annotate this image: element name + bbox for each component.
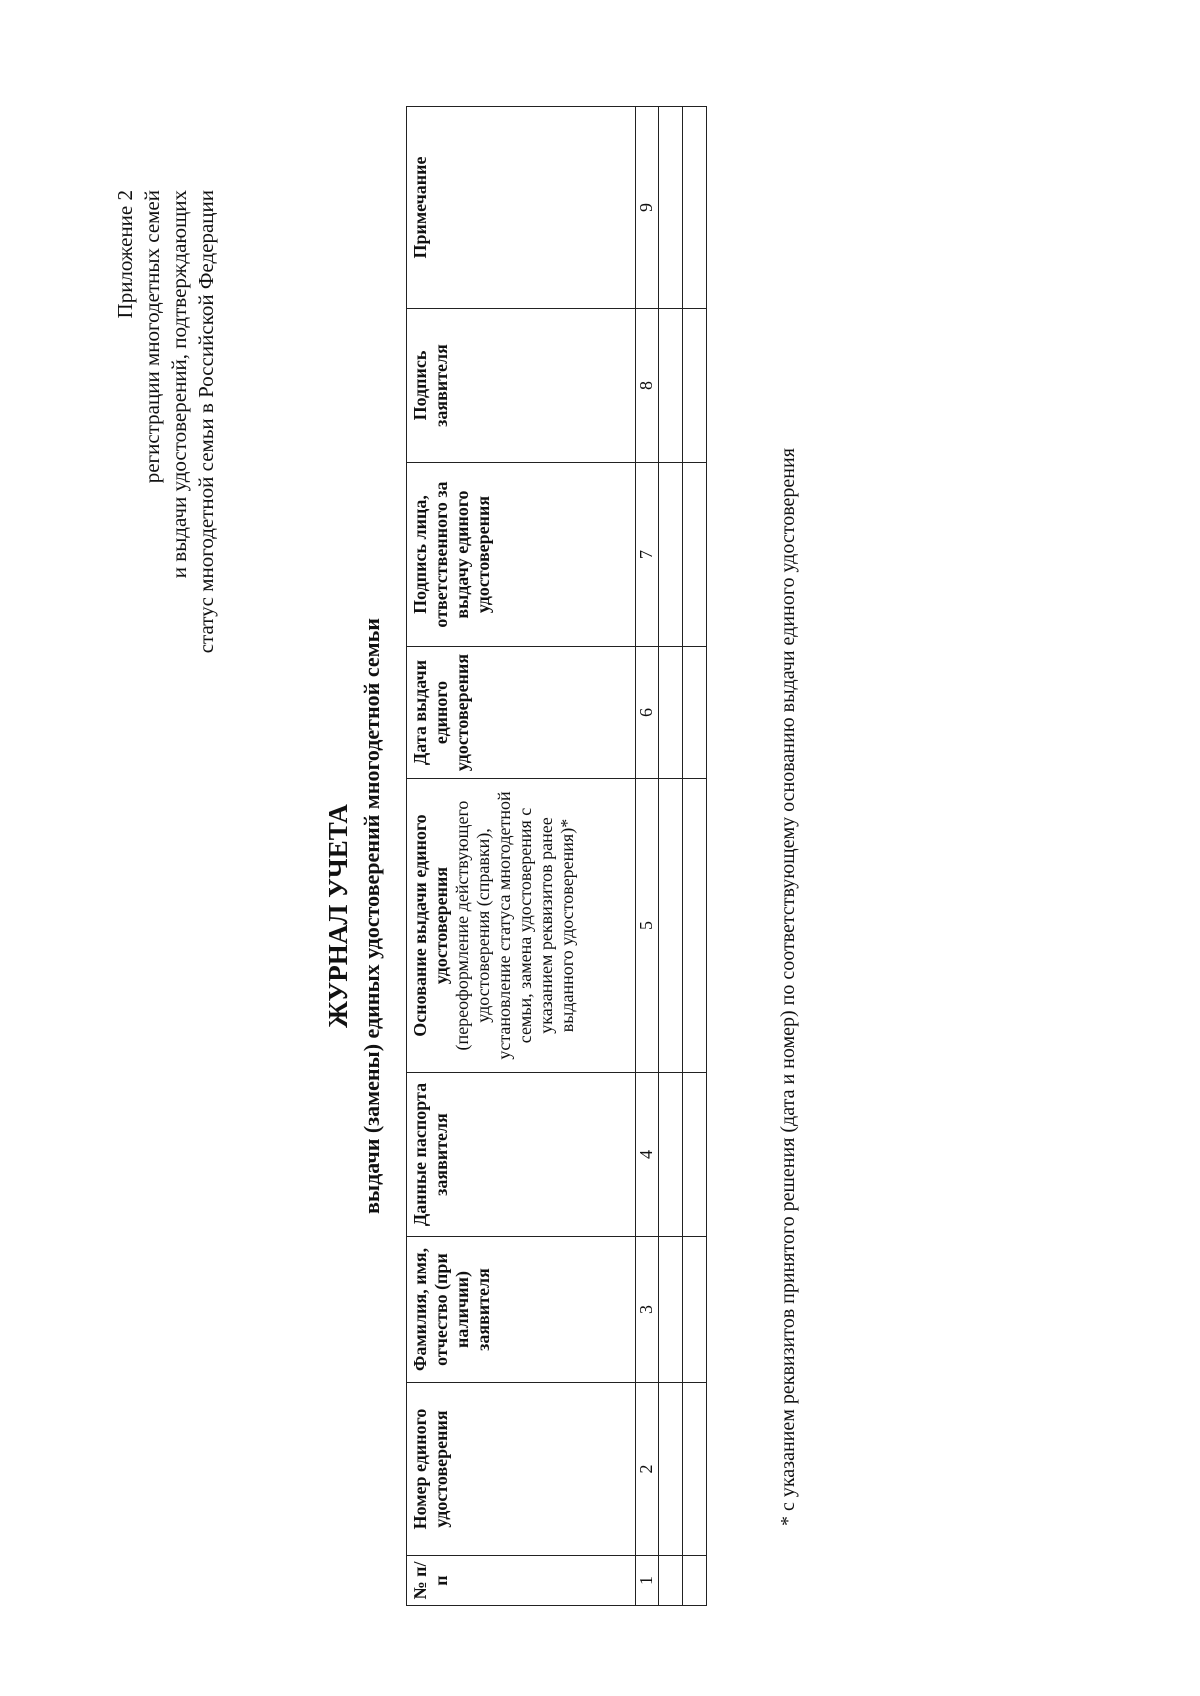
- header-cell-passport-data: Данные паспорта заявителя: [407, 1073, 636, 1237]
- column-number-cell: 5: [636, 779, 659, 1073]
- appendix-line-1: Приложение 2: [113, 190, 137, 319]
- empty-cell: [683, 309, 707, 463]
- empty-cell: [659, 1237, 683, 1383]
- empty-cell: [659, 309, 683, 463]
- appendix-block: [112, 190, 220, 1090]
- document-title: ЖУРНАЛ УЧЕТА: [323, 804, 353, 1028]
- empty-cell: [683, 647, 707, 779]
- issue-basis-title: Основание выдачи единого удостоверения: [410, 814, 451, 1037]
- header-cell-responsible-signature: Подпись лица, ответственного за выдачу единого удостоверения: [407, 463, 636, 647]
- header-cell-issue-basis: [407, 779, 636, 1073]
- empty-cell: [659, 1073, 683, 1237]
- header-cell-number: № п/п: [407, 1556, 636, 1606]
- document-subtitle: выдачи (замены) единых удостоверений многодетной семьи: [359, 618, 384, 1214]
- footnote: * с указанием реквизитов принятого решения (дата и номер) по соответствующему основанию выдачи единого удостоверения: [777, 448, 799, 1526]
- journal-table: [406, 106, 707, 1606]
- empty-cell: [659, 107, 683, 309]
- header-cell-certificate-number: Номер единого удостоверения: [407, 1383, 636, 1556]
- empty-cell: [683, 1237, 707, 1383]
- header-cell-applicant-signature: Подпись заявителя: [407, 309, 636, 463]
- column-number-cell: 8: [636, 309, 659, 463]
- header-cell-applicant-name: Фамилия, имя, отчество (при наличии) заявителя: [407, 1237, 636, 1383]
- appendix-line-2: регистрации многодетных семей: [140, 190, 164, 484]
- empty-cell: [659, 779, 683, 1073]
- empty-cell: [683, 779, 707, 1073]
- column-number-row: [636, 107, 659, 1606]
- empty-cell: [683, 463, 707, 647]
- header-cell-issue-date: Дата выдачи единого удостоверения: [407, 647, 636, 779]
- appendix-line-3: и выдачи удостоверений, подтверждающих: [167, 190, 191, 579]
- empty-cell: [659, 463, 683, 647]
- issue-basis-detail: (переоформление действующего удостоверения (справки), установление статуса многодетной семьи, замена удостоверения с указанием реквизитов ранее выданного удостоверения)*: [452, 791, 577, 1060]
- column-number-cell: 2: [636, 1383, 659, 1556]
- empty-cell: [683, 1073, 707, 1237]
- column-number-cell: 9: [636, 107, 659, 309]
- column-number-cell: 4: [636, 1073, 659, 1237]
- column-number-cell: 3: [636, 1237, 659, 1383]
- appendix-line-4: статус многодетной семьи в Российской Федерации: [194, 190, 218, 654]
- column-number-cell: 6: [636, 647, 659, 779]
- empty-cell: [659, 647, 683, 779]
- empty-cell: [683, 1556, 707, 1606]
- empty-table-row: [659, 107, 683, 1606]
- column-number-cell: 1: [636, 1556, 659, 1606]
- empty-cell: [683, 1383, 707, 1556]
- empty-cell: [683, 107, 707, 309]
- column-number-cell: 7: [636, 463, 659, 647]
- empty-cell: [659, 1383, 683, 1556]
- header-cell-note: Примечание: [407, 107, 636, 309]
- header-row: [407, 107, 636, 1606]
- empty-cell: [659, 1556, 683, 1606]
- empty-table-row: [683, 107, 707, 1606]
